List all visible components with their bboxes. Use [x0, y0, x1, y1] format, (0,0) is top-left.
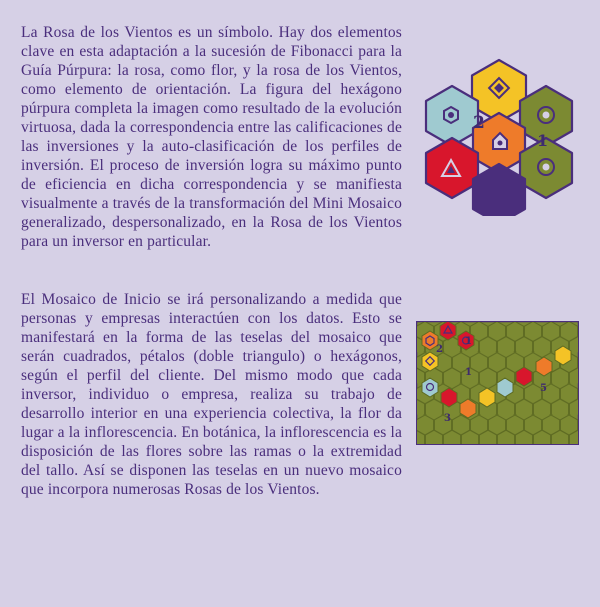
rose-label-one: 1	[537, 131, 549, 150]
rose-of-winds-figure	[420, 58, 578, 216]
paragraph-mosaico-de-inicio: El Mosaico de Inicio se irá personalizando a medida que personas y empresas interactúen con los datos. Esto se manifestará en la forma de las teselas del mosaico que serán cuadrados, pétalos (doble triangulo) o hexágonos, según el perfil del cliente. Del mismo modo que cada inversor, individuo o empresa, realiza su trabajo de desarrollo interior en una experiencia colectiva, la flor da lugar a la inflorescencia. En botánica, la inflorescencia es la disposición de las flores sobre las ramas o la extremidad del tallo. Así se disponen las teselas en un nuevo mosaico que incorpora numerosas Rosas de los Vientos.	[21, 291, 402, 498]
rose-label-two: 2	[473, 113, 485, 133]
mosaic-label-2: 2	[436, 344, 443, 355]
mosaic-label-1a: 1	[465, 336, 472, 347]
paragraph-rosa-de-los-vientos: La Rosa de los Vientos es un símbolo. Hay dos elementos clave en esta adaptación a la sucesión de Fibonacci para la Guía Púrpura: la rosa, como flor, y la rosa de los Vientos, como elemento de orientación. La figura del hexágono púrpura completa la imagen como resultado de la evolución virtuosa, dada la correspondencia entre las calificaciones de las inversiones y la auto-clasificación de los perfiles de inversión. El proceso de inversión logra su máximo punto de eficiencia en dicha correspondencia y se manifiesta visualmente a través de la transformación del Mini Mosaico generalizado, despersonalizado, en la Rosa de los Vientos para un inversor en particular.	[21, 24, 402, 250]
hex-purple-bottom	[473, 164, 525, 216]
mosaic-label-1b: 1	[465, 367, 472, 378]
mosaic-figure	[416, 321, 579, 445]
mosaic-label-3: 3	[444, 413, 451, 424]
mosaic-label-5: 5	[540, 383, 547, 394]
